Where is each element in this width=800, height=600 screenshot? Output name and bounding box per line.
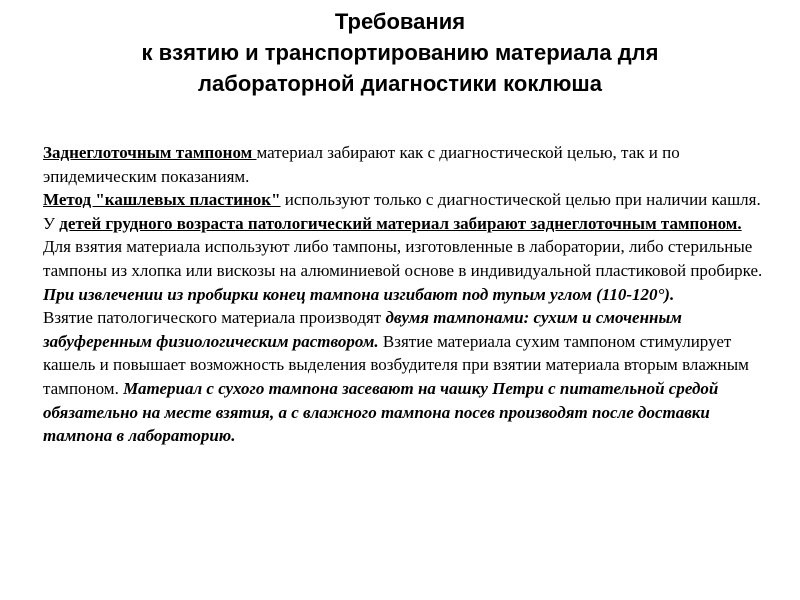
title-line-1: Требования bbox=[334, 9, 466, 34]
paragraph-infants bbox=[43, 212, 783, 236]
title-line-2: к взятию и транспортированию материала для bbox=[141, 40, 659, 65]
paragraph-text: Взятие патологического материала производят bbox=[43, 308, 386, 328]
paragraph-text: Взятие материала сухим тампоном стимулирует кашель и повышает возможность выделения возбудителя при взятии материала вторым влажным тампоном. bbox=[43, 331, 749, 398]
emphasis-swab-bend: При извлечении из пробирки конец тампона изгибают под тупым углом (110-120°). bbox=[43, 284, 675, 304]
term-posterior-pharyngeal-swab: Заднеглоточным тампоном bbox=[43, 143, 257, 162]
paragraph-cough-plates bbox=[43, 188, 783, 212]
paragraph-text: У bbox=[43, 213, 60, 233]
paragraph-text: используют только с диагностической целью при наличии кашля. bbox=[280, 190, 761, 210]
paragraph-posterior-pharyngeal-swab bbox=[43, 141, 783, 188]
term-infants: детей грудного возраста патологический материал забирают заднеглоточным тампоном. bbox=[59, 213, 742, 233]
document-body bbox=[43, 141, 783, 448]
paragraph-text: материал забирают как с диагностической целью, так и по эпидемическим показаниям. bbox=[43, 143, 680, 186]
emphasis-two-swabs: двумя тампонами: сухим и смоченным забуференным физиологическим раствором. bbox=[43, 308, 682, 351]
page-title bbox=[0, 6, 800, 99]
term-cough-plates-method: Метод "кашлевых пластинок" bbox=[43, 190, 281, 210]
title-line-3: лабораторной диагностики коклюша bbox=[198, 71, 602, 96]
paragraph-text: Для взятия материала используют либо тампоны, изготовленные в лаборатории, либо стерильные тампоны из хлопка или вискозы на алюминиевой основе в индивидуальной пластиковой пробирке. bbox=[43, 237, 763, 280]
paragraph-two-swabs bbox=[43, 306, 783, 448]
emphasis-inoculation: Материал с сухого тампона засевают на чашку Петри с питательной средой обязательно на месте взятия, а с влажного тампона посев производят после доставки тампона в лабораторию. bbox=[43, 378, 719, 446]
paragraph-swab-types bbox=[43, 235, 783, 306]
